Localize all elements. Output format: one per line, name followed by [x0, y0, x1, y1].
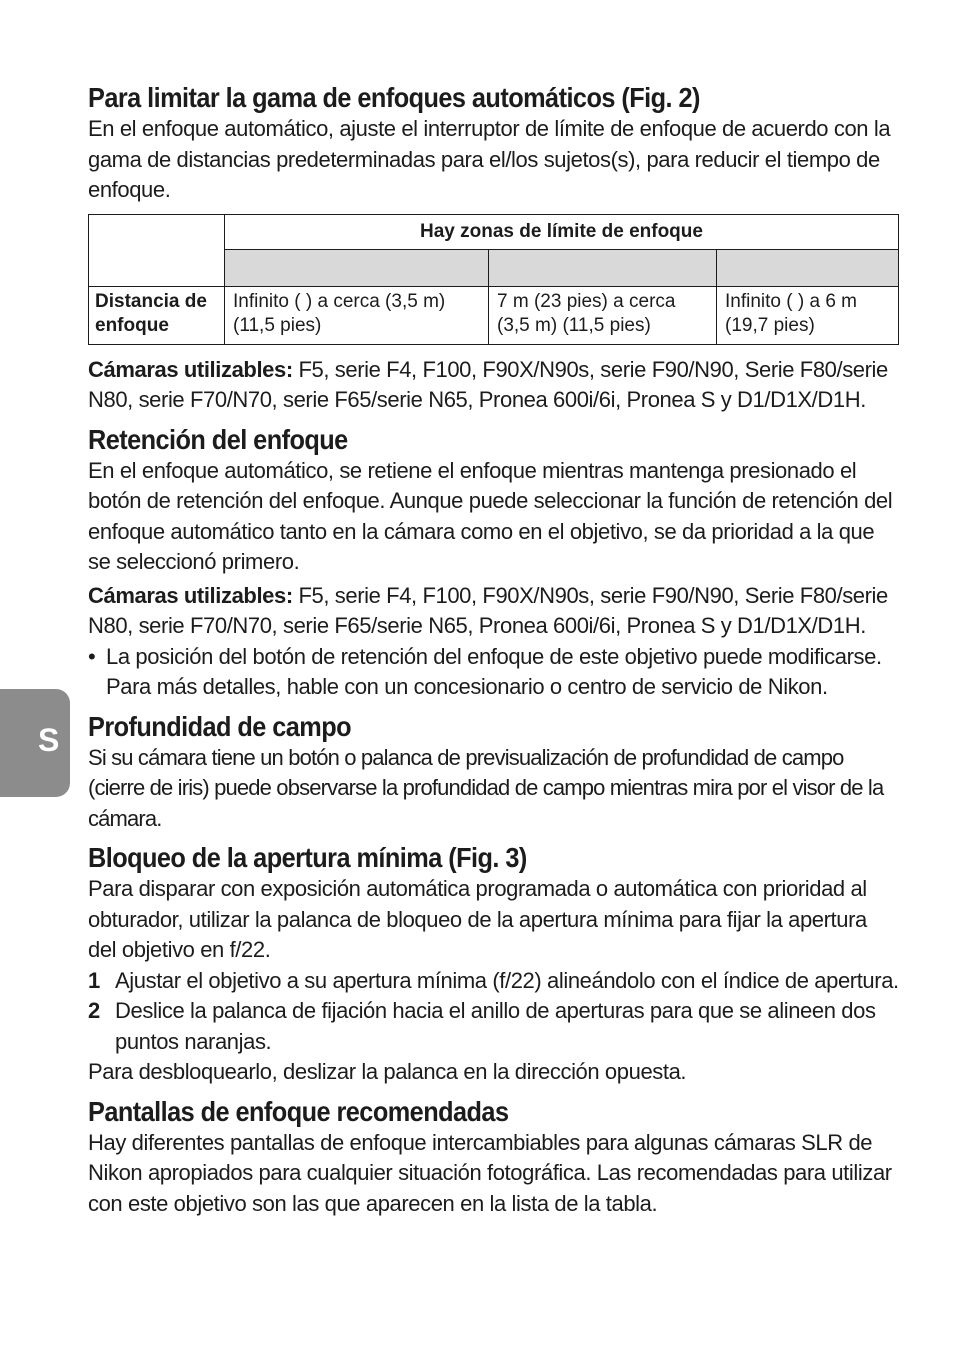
bullet-mark: • [88, 643, 96, 669]
table-corner-cell [89, 214, 225, 286]
compatible-cameras-label: Cámaras utilizables: [88, 582, 293, 608]
table-icon-cell [717, 249, 899, 286]
section-limit [88, 82, 900, 416]
table-cell: 7 m (23 pies) a cerca (3,5 m) (11,5 pies) [489, 286, 717, 344]
table-icon-cell [225, 249, 489, 286]
section-retention [88, 424, 900, 703]
note-text: La posición del botón de retención del enfoque de este objetivo puede modificarse. Para más detalles, hable con un concesionario o centro de servicio de Nikon. [106, 643, 882, 699]
section-tab-letter: S [38, 722, 60, 758]
section-body: Para disparar con exposición automática programada o automática con prioridad al obturador, utilizar la palanca de bloqueo de la apertura mínima para fijar la apertura del objetivo en f/22. [88, 876, 867, 962]
section-body: En el enfoque automático, se retiene el enfoque mientras mantenga presionado el botón de retención del enfoque. Aunque puede seleccionar la función de retención del enfoque automático tanto en la cámara como en el objetivo, se da prioridad a la que se seleccionó primero. [88, 457, 893, 574]
section-title: Bloqueo de la apertura mínima (Fig. 3) [88, 842, 527, 873]
note-bullet [88, 642, 900, 703]
step-text: Deslice la palanca de fijación hacia el anillo de aperturas para que se alineen dos puntos naranjas. [115, 998, 876, 1054]
section-title: Para limitar la gama de enfoques automáticos (Fig. 2) [88, 82, 700, 113]
compatible-cameras-label: Cámaras utilizables: [88, 356, 293, 382]
section-tab [0, 689, 70, 797]
step-text: Ajustar el objetivo a su apertura mínima (f/22) alineándolo con el índice de apertura. [115, 967, 899, 993]
step-item [88, 996, 900, 1057]
section-title: Retención del enfoque [88, 423, 348, 455]
section-body: Hay diferentes pantallas de enfoque intercambiables para algunas cámaras SLR de Nikon apropiados para cualquier situación fotográfica. Las recomendadas para utilizar con este objetivo son las que aparecen en la lista de la tabla. [88, 1129, 892, 1216]
step-number: 2 [88, 998, 100, 1023]
table-cell: Infinito ( ) a cerca (3,5 m) (11,5 pies) [225, 286, 489, 344]
section-body: En el enfoque automático, ajuste el interruptor de límite de enfoque de acuerdo con la gama de distancias predeterminadas para el/los sujetos(s), para reducir el tiempo de enfoque. [88, 116, 891, 202]
section-title: Pantallas de enfoque recomendadas [88, 1095, 509, 1127]
compatible-cameras-list: F5, serie F4, F100, F90X/N90s, serie F90/N90, Serie F80/serie N80, serie F70/N70, serie F65/serie N65, Pronea 600i/6i, Pronea S y D1/D1X/D1H. [88, 356, 888, 412]
section-aperture [88, 842, 900, 1088]
step-item [88, 966, 900, 997]
focus-limit-table [88, 214, 899, 345]
compatible-cameras [88, 581, 900, 642]
section-body: Si su cámara tiene un botón o palanca de previsualización de profundidad de campo (cierre de iris) puede observarse la profundidad de campo mientras mira por el visor de la cámara. [88, 744, 884, 831]
section-screens [88, 1096, 900, 1220]
table-header: Hay zonas de límite de enfoque [225, 214, 899, 249]
section-depth [88, 711, 900, 835]
table-icon-cell [489, 249, 717, 286]
unlock-note: Para desbloquearlo, deslizar la palanca en la dirección opuesta. [88, 1059, 687, 1084]
table-row-label: Distancia de enfoque [89, 286, 225, 344]
compatible-cameras [88, 355, 900, 416]
section-title: Profundidad de campo [88, 710, 352, 742]
table-cell: Infinito ( ) a 6 m (19,7 pies) [717, 286, 899, 344]
step-number: 1 [88, 967, 100, 993]
compatible-cameras-list: F5, serie F4, F100, F90X/N90s, serie F90/N90, Serie F80/serie N80, serie F70/N70, serie F65/serie N65, Pronea 600i/6i, Pronea S y D1/D1X/D1H. [88, 582, 888, 638]
page-content [88, 82, 900, 1219]
